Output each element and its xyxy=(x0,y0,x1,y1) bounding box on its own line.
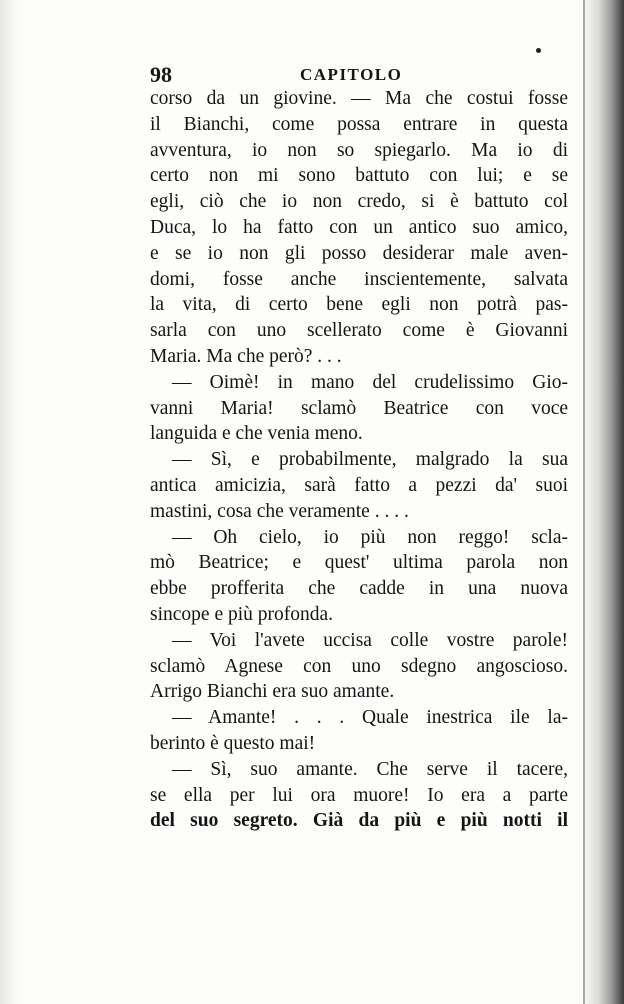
text-line: avventura, io non so spiegarlo. Ma io di xyxy=(150,139,568,161)
text-line: Duca, lo ha fatto con un antico suo amico, xyxy=(150,216,568,238)
text-line: egli, ciò che io non credo, si è battuto col xyxy=(150,191,568,213)
page-right-edge-shadow xyxy=(582,0,624,1004)
text-line: Maria. Ma che però? . . . xyxy=(150,345,342,367)
text-line: sarla con uno scellerato come è Giovanni xyxy=(150,320,568,342)
text-line: languida e che venia meno. xyxy=(150,423,363,445)
text-line: il Bianchi, come possa entrare in questa xyxy=(150,113,568,135)
text-line: — Oh cielo, io più non reggo! scla- xyxy=(172,526,568,548)
text-line: — Sì, suo amante. Che serve il tacere, xyxy=(172,758,568,780)
text-line: — Sì, e probabilmente, malgrado la sua xyxy=(172,449,568,471)
text-line: corso da un giovine. — Ma che costui fosse xyxy=(150,88,568,109)
text-line: — Voi l'avete uccisa colle vostre parole! xyxy=(172,629,568,651)
text-line: sclamò Agnese con uno sdegno angoscioso. xyxy=(150,655,568,677)
text-line: la vita, di certo bene egli non potrà pas- xyxy=(150,294,568,316)
text-line: ebbe profferita che cadde in una nuova xyxy=(150,578,568,600)
text-line: sincope e più profonda. xyxy=(150,603,334,625)
page-number: 98 xyxy=(150,62,172,87)
text-line: mastini, cosa che veramente . . . . xyxy=(150,500,409,522)
text-line: berinto è questo mai! xyxy=(150,732,316,754)
body-text xyxy=(150,86,568,834)
text-line: antica amicizia, sarà fatto a pezzi da' suoi xyxy=(150,474,568,496)
page-left-edge-shadow xyxy=(0,0,22,1004)
text-line: se ella per lui ora muore! Io era a parte xyxy=(150,784,568,806)
text-line: — Amante! . . . Quale inestrica ile la- xyxy=(172,707,568,729)
text-line: — Oimè! in mano del crudelissimo Gio- xyxy=(172,371,568,393)
page-fold-line xyxy=(583,0,585,1004)
text-line: domi, fosse anche inscientemente, salvata xyxy=(150,268,568,290)
ink-dot-mark xyxy=(536,48,541,53)
text-line: certo non mi sono battuto con lui; e se xyxy=(150,165,568,187)
text-line: e se io non gli posso desiderar male aven- xyxy=(150,242,568,264)
text-line: Arrigo Bianchi era suo amante. xyxy=(150,681,395,703)
text-line: del suo segreto. Già da più e più notti il xyxy=(150,810,568,832)
text-line: vanni Maria! sclamò Beatrice con voce xyxy=(150,397,568,419)
chapter-label: CAPITOLO xyxy=(300,65,403,84)
text-line: mò Beatrice; e quest' ultima parola non xyxy=(150,552,568,574)
